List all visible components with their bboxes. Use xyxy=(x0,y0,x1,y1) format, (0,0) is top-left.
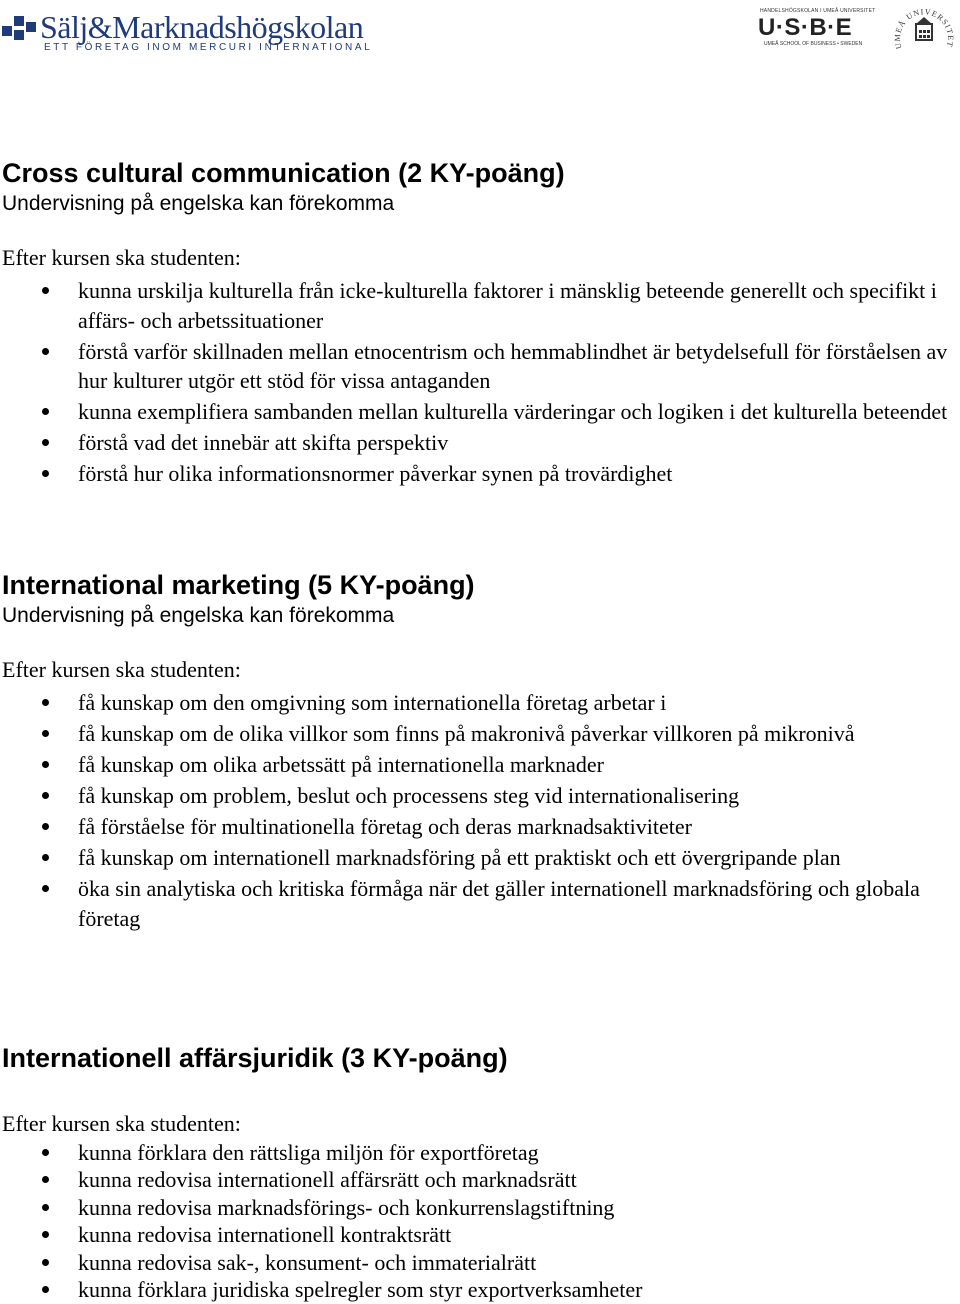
list-item: kunna förklara juridiska spelregler som styr exportverksamheter xyxy=(0,1276,950,1303)
logo-mark-icon xyxy=(2,12,38,46)
list-item: få kunskap om problem, beslut och processens steg vid internationalisering xyxy=(0,781,950,811)
logo-name: Sälj&Marknadshögskolan xyxy=(40,9,364,45)
outcome-list-cross-cultural xyxy=(0,276,950,490)
list-item: få kunskap om de olika villkor som finns på makronivå påverkar villkoren på mikronivå xyxy=(0,719,950,749)
section-subtitle-international-marketing: Undervisning på engelska kan förekomma xyxy=(2,604,395,627)
list-item: kunna redovisa internationell affärsrätt och marknadsrätt xyxy=(0,1166,950,1193)
usbe-logo xyxy=(758,8,876,48)
section-title-international-marketing: International marketing (5 KY-poäng) xyxy=(2,570,475,600)
section-subtitle-cross-cultural: Undervisning på engelska kan förekomma xyxy=(2,192,395,215)
list-item: kunna redovisa sak-, konsument- och immaterialrätt xyxy=(0,1249,950,1276)
section-intro-international-marketing: Efter kursen ska studenten: xyxy=(2,657,241,682)
section-intro-cross-cultural: Efter kursen ska studenten: xyxy=(2,245,241,270)
list-item: kunna förklara den rättsliga miljön för exportföretag xyxy=(0,1139,950,1166)
list-item: få kunskap om den omgivning som internationella företag arbetar i xyxy=(0,688,950,718)
svg-text:UMEÅ UNIVERSITET: U EÅ UNIVERSIT T xyxy=(894,7,954,51)
outcome-list-business-law xyxy=(0,1139,950,1303)
list-item: kunna exemplifiera sambanden mellan kulturella värderingar och logiken i det kulturella beteendet xyxy=(0,397,950,427)
section-intro-business-law: Efter kursen ska studenten: xyxy=(2,1111,241,1136)
list-item: förstå hur olika informationsnormer påverkar synen på trovärdighet xyxy=(0,459,950,489)
list-item: öka sin analytiska och kritiska förmåga när det gäller internationell marknadsföring och globala företag xyxy=(0,874,950,933)
section-title-business-law: Internationell affärsjuridik (3 KY-poäng) xyxy=(2,1043,508,1073)
university-seal-icon xyxy=(894,2,954,56)
list-item: kunna redovisa marknadsförings- och konkurrenslagstiftning xyxy=(0,1194,950,1221)
outcome-list-international-marketing xyxy=(0,688,950,935)
list-item: förstå varför skillnaden mellan etnocentrism och hemmablindhet är betydelsefull för förståelsen av hur kulturer utgör ett stöd för vissa antaganden xyxy=(0,337,950,396)
list-item: få kunskap om internationell marknadsföring på ett praktiskt och ett övergripande plan xyxy=(0,843,950,873)
usbe-top-text: HANDELSHÖGSKOLAN I UMEÅ UNIVERSITET xyxy=(760,8,876,14)
salj-marknadshogskolan-logo xyxy=(2,8,373,54)
list-item: förstå vad det innebär att skifta perspektiv xyxy=(0,428,950,458)
page-header xyxy=(0,0,960,60)
usbe-bottom-text: UMEÅ SCHOOL OF BUSINESS • SWEDEN xyxy=(764,41,863,47)
usbe-name: U·S·B·E xyxy=(758,14,853,41)
list-item: kunna urskilja kulturella från icke-kulturella faktorer i mänsklig beteende generellt och specifikt i affärs- och arbetssituationer xyxy=(0,276,950,335)
umea-university-seal xyxy=(894,2,954,56)
logo-tagline: ETT FÖRETAG INOM MERCURI INTERNATIONAL xyxy=(44,42,373,53)
list-item: få kunskap om olika arbetssätt på internationella marknader xyxy=(0,750,950,780)
section-title-cross-cultural: Cross cultural communication (2 KY-poäng) xyxy=(2,158,565,188)
list-item: kunna redovisa internationell kontraktsrätt xyxy=(0,1221,950,1248)
list-item: få förståelse för multinationella företag och deras marknadsaktiviteter xyxy=(0,812,950,842)
